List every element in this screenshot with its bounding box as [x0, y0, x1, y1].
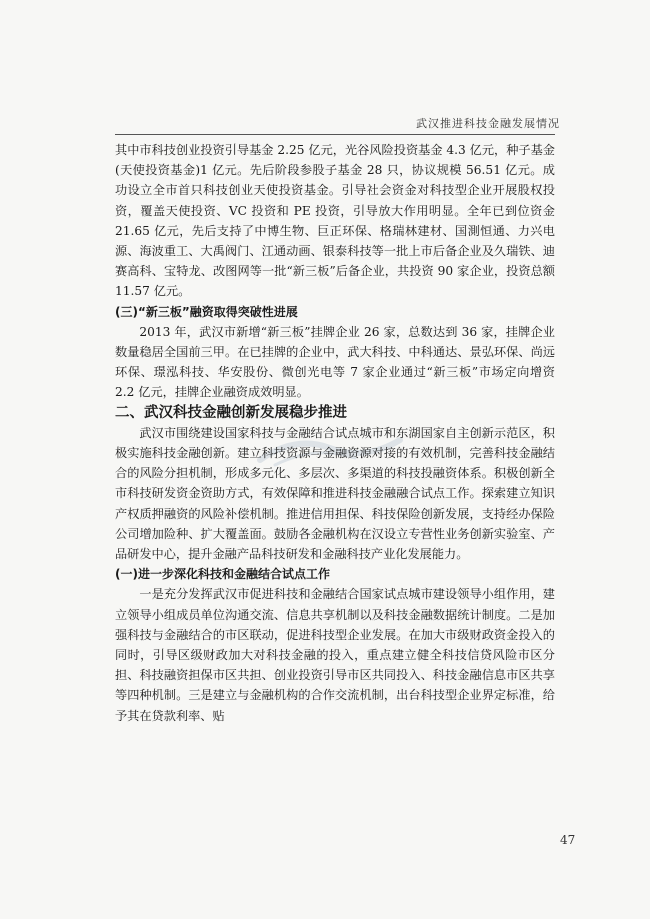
header-rule	[115, 134, 555, 135]
paragraph: 2013 年，武汉市新增“新三板”挂牌企业 26 家，总数达到 36 家，挂牌企业数量稳居全国前三甲。在已挂牌的企业中，武大科技、中科通达、景弘环保、尚远环保、璟泓科技、华安股份、微创光电等 7 家企业通过“新三板”市场定向增资 2.2 亿元，挂牌企业融资成效明显。	[115, 324, 555, 400]
paragraph: 一是充分发挥武汉市促进科技和金融结合国家试点城市建设领导小组作用，建立领导小组成员单位沟通交流、信息共享机制以及科技金融数据统计制度。二是加强科技与金融结合的市区联动，促进科技型企业发展。在加大市级财政资金投入的同时，引导区级财政加大对科技金融的投入，重点建立健全科技信贷风险市区分担、科技融资担保市区共担、创业投资引导市区共同投入、科技金融信息市区共享等四种机制。三是建立与金融机构的合作交流机制，出台科技型企业界定标准，给予其在贷款利率、贴	[115, 587, 555, 723]
section-heading: 二、武汉科技金融创新发展稳步推进	[115, 404, 347, 421]
subsection-heading: (一)进一步深化科技和金融结合试点工作	[115, 567, 330, 582]
paragraph: 武汉市围绕建设国家科技与金融结合试点城市和东湖国家自主创新示范区，积极实施科技金融创新。建立科技资源与金融资源对接的有效机制，完善科技金融结合的风险分担机制，形成多元化、多层次、多渠道的科技投融资体系。积极创新全市科技研发资金资助方式，有效保障和推进科技金融融合试点工作。探索建立知识产权质押融资的风险补偿机制。推进信用担保、科技保险创新发展，支持经办保险公司增加险种、扩大覆盖面。鼓励各金融机构在汉设立专营性业务创新实验室、产品研发中心，提升金融产品科技研发和金融科技产业化发展能力。	[115, 425, 555, 562]
paragraph: 其中市科技创业投资引导基金 2.25 亿元，光谷风险投资基金 4.3 亿元，种子基金(天使投资基金)1 亿元。先后阶段参股子基金 28 只，协议规模 56.51 亿元。成功设立全市首只科技创业天使投资基金。引导社会资金对科技型企业开展股权投资，覆盖天使投资、VC 投资和 PE 投资，引导放大作用明显。全年已到位资金 21.65 亿元，先后支持了中博生物、巨正环保、格瑞林建材、国測恒通、力兴电源、海波重工、大禹阀门、江通动画、银泰科技等一批上市后备企业及久瑞铁、迪赛高科、宝特龙、改图网等一批“新三板”后备企业，共投资 90 家企业，投资总额 11.57 亿元。	[115, 143, 555, 299]
subsection-heading: (三)“新三板”融资取得突破性进展	[115, 304, 298, 319]
running-head: 武汉推进科技金融发展情况	[416, 117, 560, 130]
page-number: 47	[560, 833, 576, 847]
body-text	[115, 140, 555, 726]
